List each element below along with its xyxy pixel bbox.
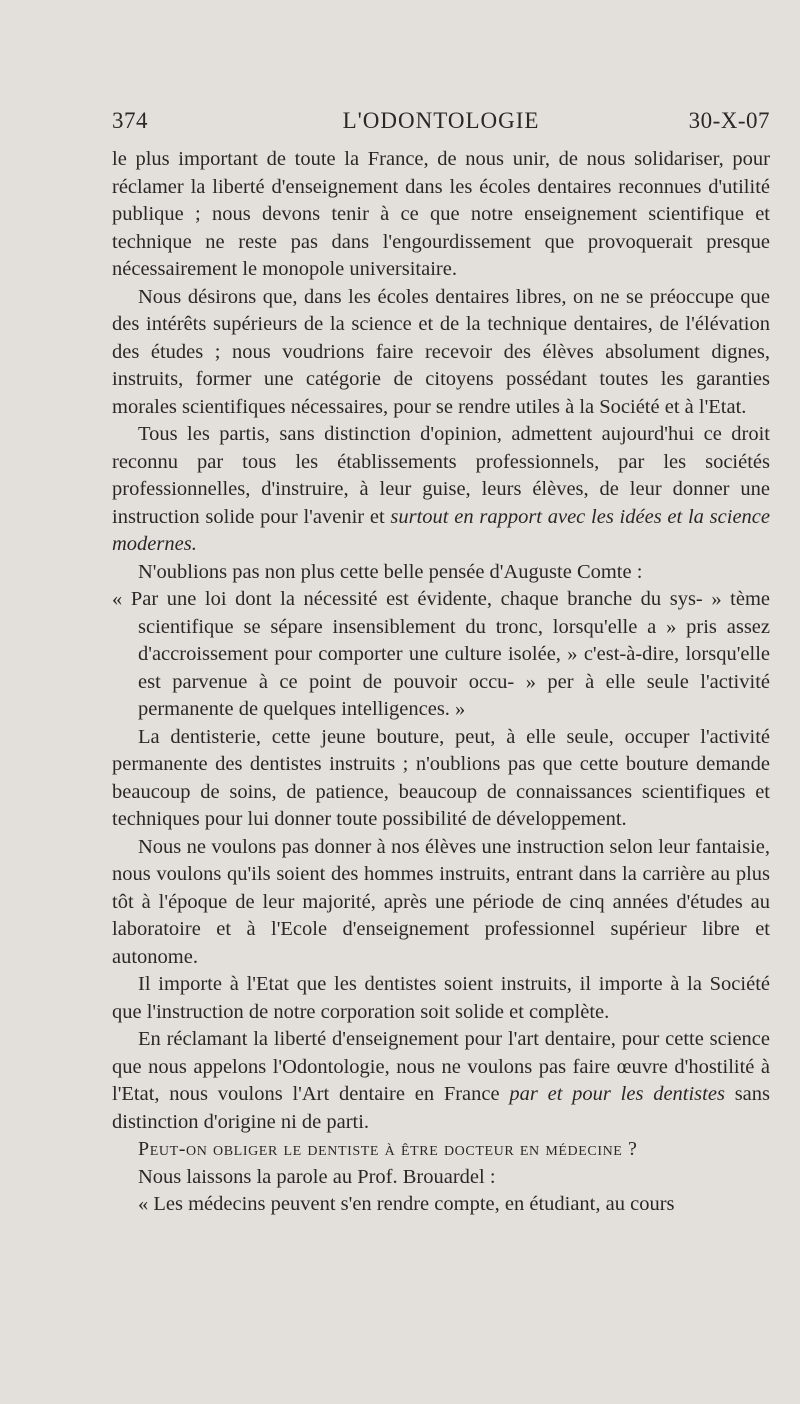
paragraph: Nous laissons la parole au Prof. Brouardel : bbox=[138, 1165, 496, 1188]
comte-quote: « Par une loi dont la nécessité est évidente, chaque branche du sys- » tème scientifique se sépare insensiblement du tronc, lorsqu'elle a » pris assez d'accroissement pour comporter une culture isolée, » c'est-à-dire, lorsqu'elle est parvenue à ce point de pouvoir occu- » per à elle seule l'activité permanente de quelques intelligences. » bbox=[112, 588, 770, 720]
paragraph: « Les médecins peuvent s'en rendre compte, en étudiant, au cours bbox=[138, 1193, 675, 1215]
issue-date: 30-X-07 bbox=[688, 108, 770, 133]
paragraph bbox=[112, 1026, 770, 1136]
paragraph: le plus important de toute la France, de nous unir, de nous solidariser, pour réclamer la liberté d'enseignement dans les écoles dentaires reconnues d'utilité publique ; nous devons tenir à ce que notre enseignement scientifique et technique ne reste pas dans l'engourdissement que provoquerait presque nécessairement le monopole universitaire. bbox=[112, 148, 770, 280]
page-body bbox=[112, 146, 770, 1219]
paragraph-tail: sans distinction d'origine ni de parti. bbox=[112, 1083, 771, 1133]
paragraph-text: Tous les partis, sans distinction d'opinion, admettent aujourd'hui ce droit reconnu par tous les établissements professionnels, par les sociétés professionnelles, d'instruire, à leur guise, leurs élèves, de leur donner une instruction solide pour l'avenir et bbox=[112, 423, 770, 528]
running-header bbox=[112, 108, 770, 140]
italic-emphasis: surtout en rapport avec les idées et la science modernes. bbox=[112, 505, 770, 555]
paragraph-text: En réclamant la liberté d'enseignement pour l'art dentaire, pour cette science que nous appelons l'Odontologie, nous ne voulons pas faire œuvre d'hostilité à l'Etat, nous voulons l'Art dentaire en France bbox=[112, 1028, 770, 1105]
paragraph: Il importe à l'Etat que les dentistes soient instruits, il importe à la Société que l'instruction de notre corporation soit solide et complète. bbox=[112, 973, 770, 1023]
italic-emphasis: par et pour les dentistes bbox=[509, 1083, 725, 1105]
paragraph: Nous ne voulons pas donner à nos élèves une instruction selon leur fantaisie, nous voulons qu'ils soient des hommes instruits, entrant dans la carrière au plus tôt à l'époque de leur majorité, après une période de cinq années d'études au laboratoire et à l'Ecole d'enseignement professionnel supérieur libre et autonome. bbox=[112, 835, 770, 968]
page-number: 374 bbox=[112, 108, 148, 133]
paragraph: La dentisterie, cette jeune bouture, peut, à elle seule, occuper l'activité permanente des dentistes instruits ; n'oublions pas que cette bouture demande beaucoup de soins, de patience, beaucoup de connaissances scientifiques et techniques pour lui donner toute possibilité de développement. bbox=[112, 725, 770, 830]
paragraph: N'oublions pas non plus cette belle pensée d'Auguste Comte : bbox=[138, 560, 643, 583]
section-heading: Peut-on obliger le dentiste à être docteur en médecine ? bbox=[138, 1138, 638, 1160]
paragraph: Nous désirons que, dans les écoles dentaires libres, on ne se préoccupe que des intérêts supérieurs de la science et de la technique dentaires, de l'élévation des études ; nous voudrions faire recevoir des élèves absolument dignes, instruits, former une catégorie de citoyens possédant toutes les garanties morales scientifiques nécessaires, pour se rendre utiles à la Société et à l'Etat. bbox=[112, 285, 770, 418]
paragraph bbox=[112, 421, 770, 559]
journal-title: L'ODONTOLOGIE bbox=[342, 108, 540, 133]
